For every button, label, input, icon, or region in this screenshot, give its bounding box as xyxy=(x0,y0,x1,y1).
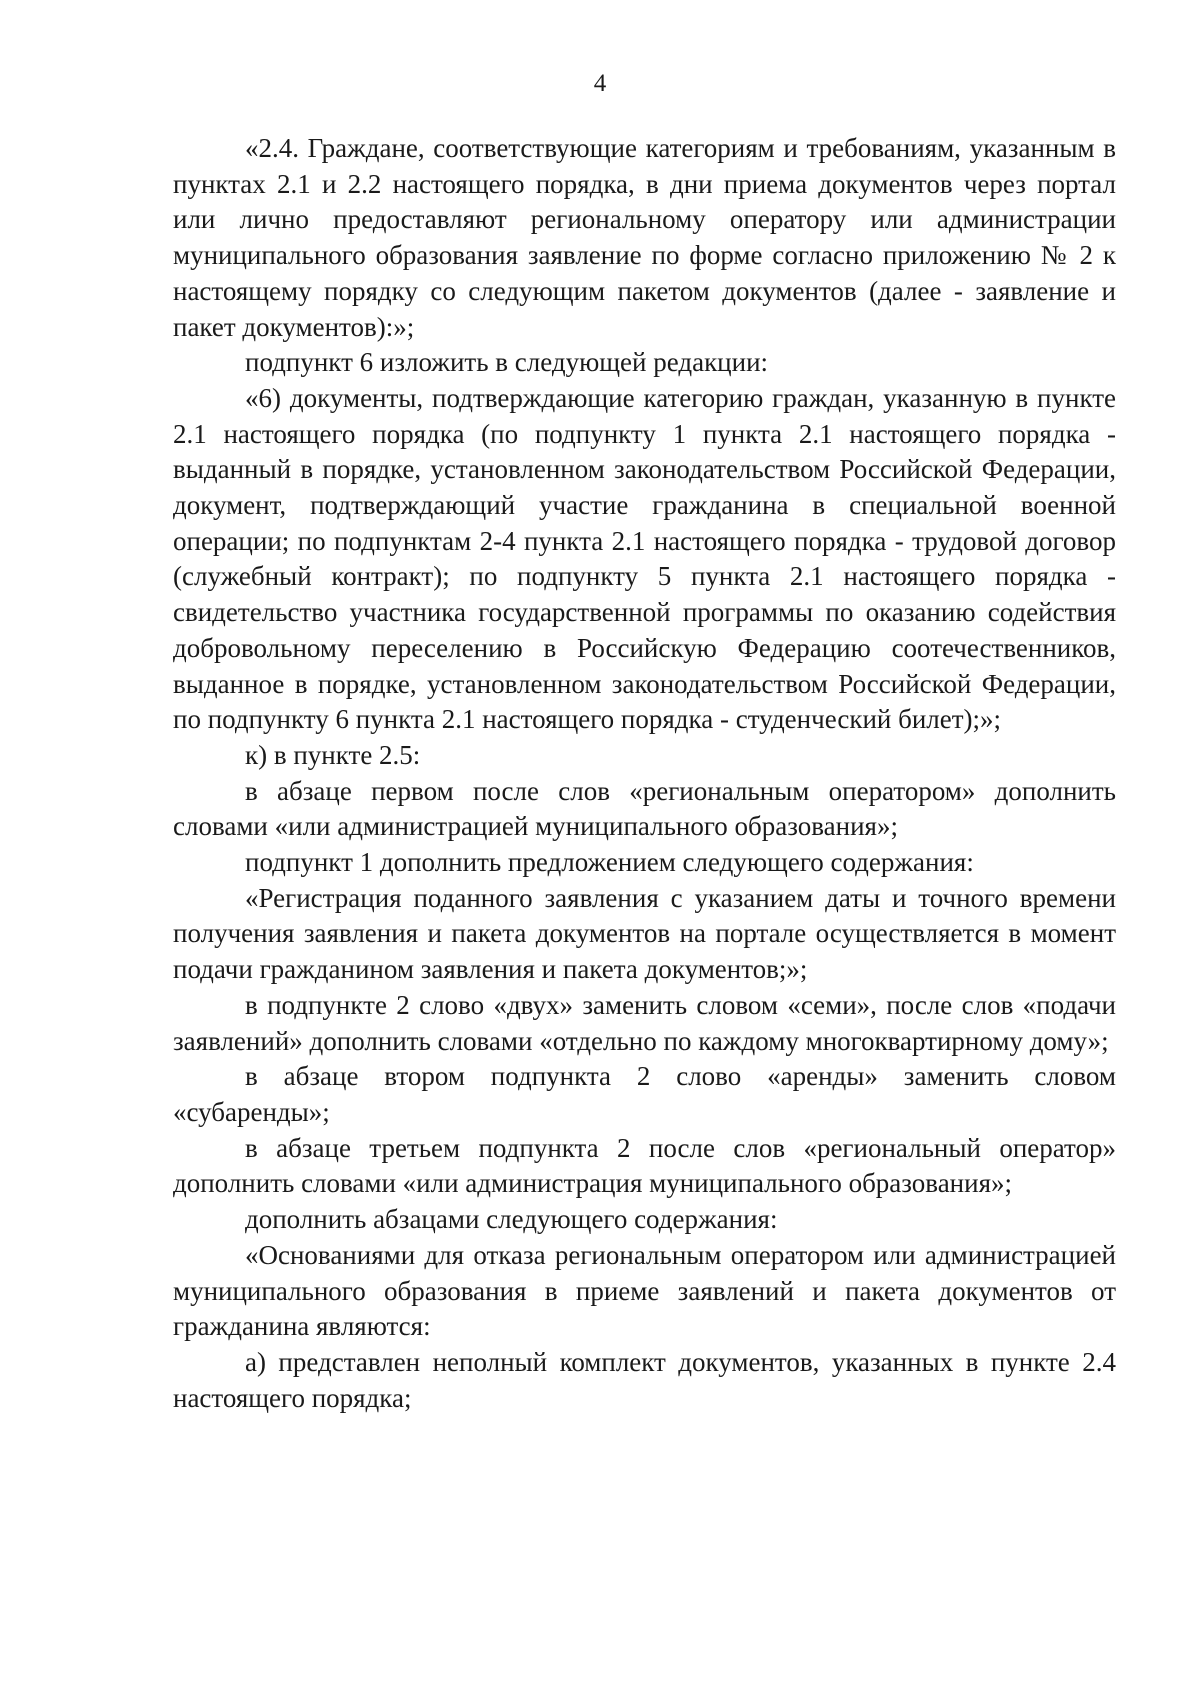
paragraph-item-a: а) представлен неполный комплект документов, указанных в пункте 2.4 настоящего порядка; xyxy=(173,1346,1116,1413)
paragraph-second-abzac: в абзаце втором подпункта 2 слово «аренды» заменить словом «субаренды»; xyxy=(173,1061,1116,1127)
document-body xyxy=(173,131,1116,1416)
paragraph-first-abzac: в абзаце первом после слов «региональным оператором» дополнить словами «или администрацией муниципального образования»; xyxy=(173,775,1116,842)
paragraph-subpoint-6-intro: подпункт 6 изложить в следующей редакции: xyxy=(245,347,769,378)
paragraph-registration: «Регистрация поданного заявления с указанием даты и точного времени получения заявления и пакета документов на портале осуществляется в момент подачи гражданином заявления и пакета документов;»; xyxy=(173,882,1116,985)
paragraph-subpoint-1: подпункт 1 дополнить предложением следующего содержания: xyxy=(245,847,974,878)
paragraph-subpoint-6-text: «6) документы, подтверждающие категорию граждан, указанную в пункте 2.1 настоящего порядка (по подпункту 1 пункта 2.1 настоящего порядка - выданный в порядке, установленном законодательством Российской Федерации, документ, подтверждающий участие гражданина в специальной военной операции; по подпунктам 2-4 пункта 2.1 настоящего порядка - трудовой договор (служебный контракт); по подпункту 5 пункта 2.1 настоящего порядка - свидетельство участника государственной программы по оказанию содействия добровольному переселению в Российскую Федерацию соотечественников, выданное в порядке, установленном законодательством Российской Федерации, по подпункту 6 пункта 2.1 настоящего порядка - студенческий билет);»; xyxy=(173,382,1116,735)
page-number: 4 xyxy=(593,70,607,97)
paragraph-refusal-grounds: «Основаниями для отказа региональным оператором или администрацией муниципального образования в приеме заявлений и пакета документов от гражданина являются: xyxy=(173,1239,1116,1342)
paragraph-2-4: «2.4. Граждане, соответствующие категориям и требованиям, указанным в пунктах 2.1 и 2.2 настоящего порядка, в дни приема документов через портал или лично предоставляют региональному оператору или администрации муниципального образования заявление по форме согласно приложению № 2 к настоящему порядку со следующим пакетом документов (далее - заявление и пакет документов):»; xyxy=(173,133,1116,342)
paragraph-add-abzacs: дополнить абзацами следующего содержания: xyxy=(245,1204,778,1235)
paragraph-item-k: к) в пункте 2.5: xyxy=(245,739,421,770)
paragraph-subpoint-2: в подпункте 2 слово «двух» заменить словом «семи», после слов «подачи заявлений» дополнить словами «отдельно по каждому многоквартирному дому»; xyxy=(173,989,1116,1056)
paragraph-third-abzac: в абзаце третьем подпункта 2 после слов «региональный оператор» дополнить словами «или администрация муниципального образования»; xyxy=(173,1132,1116,1199)
